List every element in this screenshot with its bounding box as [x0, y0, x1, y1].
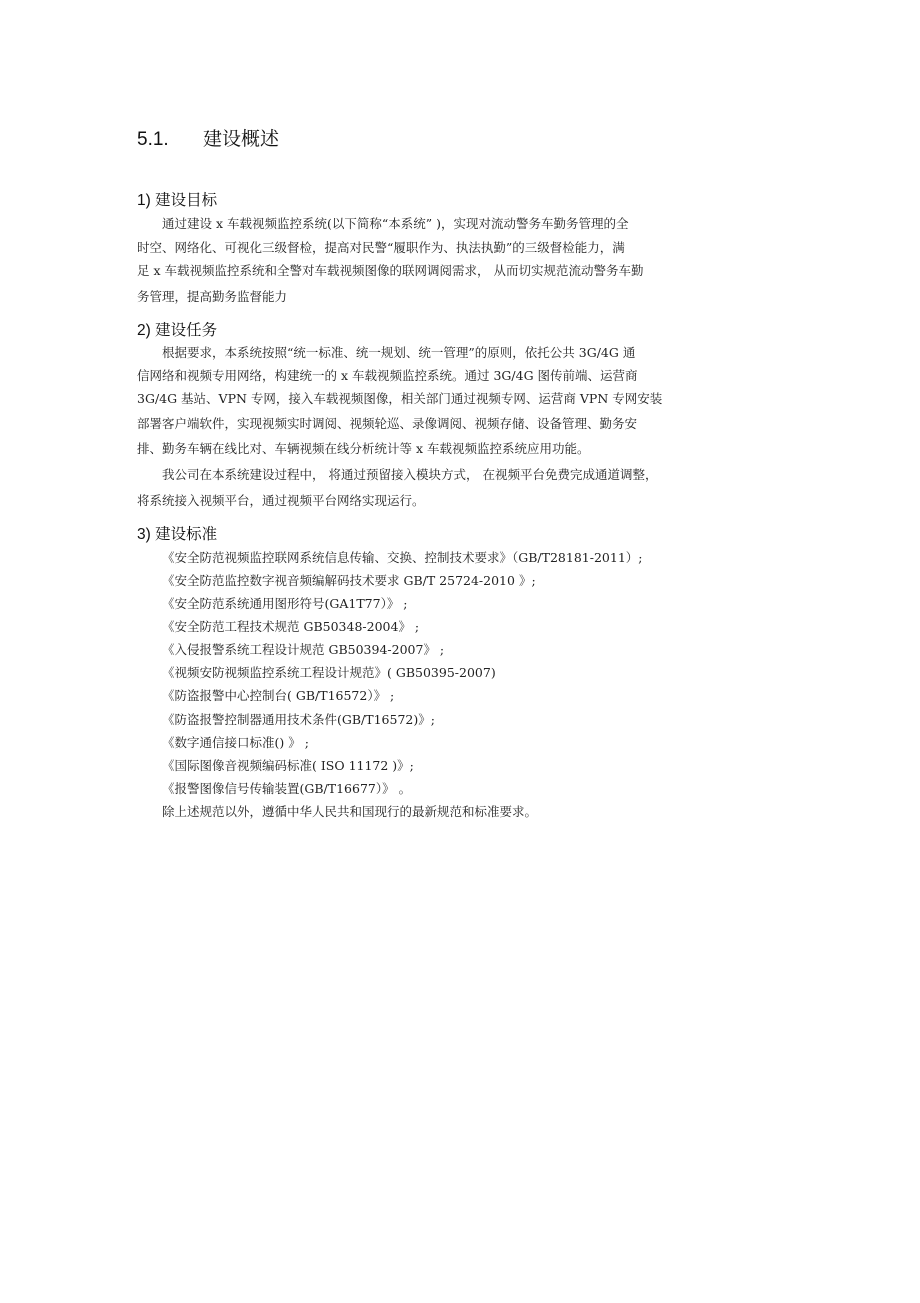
goal-line: 通过建设 x 车载视频监控系统(以下简称“本系统” )，实现对流动警务车勤务管理的全: [162, 216, 629, 231]
goal-line: 足 x 车载视频监控系统和全警对车载视频图像的联网调阅需求， 从而切实规范流动警务车勤: [137, 263, 644, 278]
standards-heading: 3) 建设标准: [137, 526, 218, 543]
task-line: 信网络和视频专用网络，构建统一的 x 车载视频监控系统。通过 3G/4G 图传前端、运营商: [137, 368, 638, 383]
section-number: 5.1.: [137, 129, 169, 150]
standard-item: 《数字通信接口标准() 》 ;: [162, 735, 309, 750]
standard-item: 《报警图像信号传输装置(GB/T16677）》 。: [162, 781, 412, 796]
standard-item: 《防盗报警中心控制台( GB/T16572）》 ;: [162, 688, 395, 703]
standard-item: 《安全防范视频监控联网系统信息传输、交换、控制技术要求》（GB/T28181-2011）;: [162, 550, 643, 565]
task-line: 3G/4G 基站、VPN 专网，接入车载视频图像，相关部门通过视频专网、运营商 VPN 专网安装: [137, 391, 663, 406]
standards-closing-note: 除上述规范以外，遵循中华人民共和国现行的最新规范和标准要求。: [162, 804, 538, 819]
standard-item: 《安全防范监控数字视音频编解码技术要求 GB/T 25724-2010 》;: [162, 573, 536, 588]
goal-line: 务管理，提高勤务监督能力: [137, 289, 288, 304]
standard-item: 《入侵报警系统工程设计规范 GB50394-2007》 ;: [162, 642, 445, 657]
section-title: [137, 124, 279, 151]
task-heading: 2) 建设任务: [137, 322, 218, 339]
goal-heading: 1) 建设目标: [137, 192, 218, 209]
task-line: 将系统接入视频平台，通过视频平台网络实现运行。: [137, 493, 425, 508]
section-title-text: 建设概述: [203, 129, 280, 150]
standard-item: 《视频安防视频监控系统工程设计规范》( GB50395-2007): [162, 665, 496, 680]
task-line: 根据要求，本系统按照“统一标准、统一规划、统一管理”的原则，依托公共 3G/4G 通: [162, 345, 636, 360]
task-line: 我公司在本系统建设过程中， 将通过预留接入模块方式， 在视频平台免费完成通道调整，: [162, 467, 658, 482]
standard-item: 《安全防范工程技术规范 GB50348-2004》 ;: [162, 619, 420, 634]
standard-item: 《国际图像音视频编码标准( ISO 11172 )》;: [162, 758, 414, 773]
task-line: 排、勤务车辆在线比对、车辆视频在线分析统计等 x 车载视频监控系统应用功能。: [137, 441, 590, 456]
task-line: 部署客户端软件，实现视频实时调阅、视频轮巡、录像调阅、视频存储、设备管理、勤务安: [137, 416, 638, 431]
goal-line: 时空、网络化、可视化三级督检，提高对民警“履职作为、执法执勤”的三级督检能力，满: [137, 240, 625, 255]
standard-item: 《防盗报警控制器通用技术条件(GB/T16572)》;: [162, 712, 435, 727]
standard-item: 《安全防范系统通用图形符号(GA1T77）》 ;: [162, 596, 408, 611]
